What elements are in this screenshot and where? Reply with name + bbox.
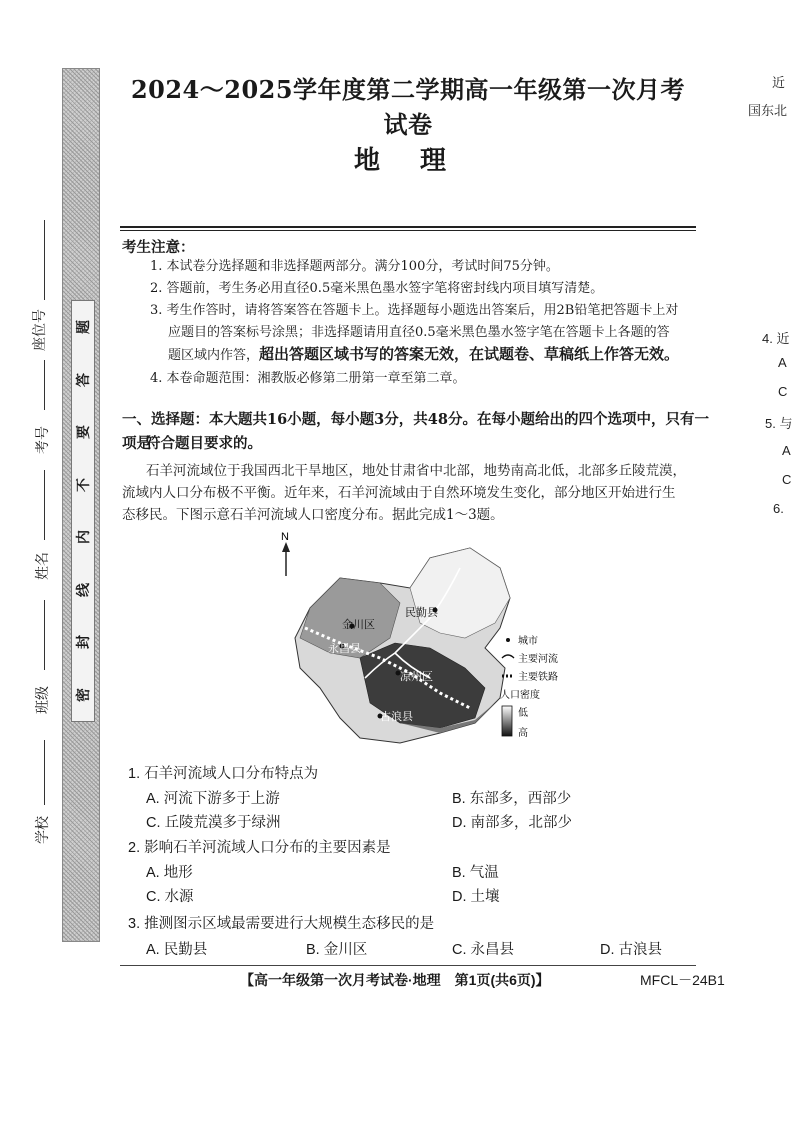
- seal-char: 封: [76, 635, 92, 650]
- section-heading-cont: 符合题目要求的。: [146, 435, 262, 452]
- legend-density: 人口密度: [500, 690, 540, 701]
- place-label: 永昌县: [328, 643, 361, 655]
- next-page-fragment: A: [782, 443, 791, 458]
- seal-char: 答: [76, 372, 92, 387]
- exam-title: 2024～2025学年度第二学期高一年级第一次月考试卷: [130, 75, 686, 139]
- notice-item-3-end: [168, 344, 679, 367]
- seal-char: 线: [76, 582, 92, 597]
- question-3-option-d[interactable]: D. 古浪县: [600, 942, 663, 958]
- question-1-option-b[interactable]: B. 东部多，西部少: [452, 791, 572, 807]
- legend-low: 低: [518, 708, 528, 719]
- next-page-fragment: C: [782, 472, 792, 487]
- next-page-fragment: 4. 近: [762, 331, 790, 346]
- seal-char: 不: [76, 477, 92, 492]
- header-rule: [120, 226, 696, 228]
- seal-char: 内: [76, 530, 92, 545]
- question-2-option-d[interactable]: D. 土壤: [452, 889, 500, 905]
- north-label: N: [281, 531, 289, 543]
- class-label: 班级: [35, 686, 51, 714]
- footer-rule: [120, 965, 696, 966]
- map-legend: [500, 634, 558, 739]
- question-3-option-c[interactable]: C. 永昌县: [452, 942, 515, 958]
- question-3-option-b[interactable]: B. 金川区: [306, 942, 368, 958]
- section-heading: 一、选择题：本大题共16小题，每小题3分，共48分。在每小题给出的四个选项中，只有一项是: [122, 411, 709, 452]
- question-2-option-b[interactable]: B. 气温: [452, 865, 499, 881]
- place-label: 金川区: [342, 619, 375, 631]
- school-label: 学校: [35, 816, 51, 844]
- next-page-fragment: A: [778, 355, 787, 370]
- intro-line-1: 石羊河流域位于我国西北干旱地区，地处甘肃省中北部，地势南高北低，北部多丘陵荒漠，: [146, 463, 686, 479]
- notice-item-1: 1. 本试卷分选择题和非选择题两部分。满分100分，考试时间75分钟。: [150, 259, 559, 274]
- place-label: 凉州区: [400, 671, 433, 683]
- intro-line-3: 态移民。下图示意石羊河流域人口密度分布。据此完成1～3题。: [122, 507, 504, 523]
- class-line[interactable]: [44, 600, 45, 670]
- notice-heading: 考生注意：: [122, 239, 195, 256]
- exam-number-line[interactable]: [44, 360, 45, 410]
- notice-emphasis: 超出答题区域书写的答案无效，在试题卷、草稿纸上作答无效。: [259, 346, 680, 363]
- place-label: 民勤县: [405, 607, 438, 619]
- notice-item-3-cont: 应题目的答案标号涂黑；非选择题请用直径0.5毫米黑色墨水签字笔在答题卡上各题的答: [168, 325, 670, 340]
- notice-item-4: 4. 本卷命题范围：湘教版必修第二册第一章至第二章。: [150, 371, 466, 386]
- subject-title: 地理: [353, 146, 486, 176]
- population-density-map: [270, 528, 570, 760]
- legend-city: 城市: [518, 636, 538, 647]
- next-page-fragment: 近: [772, 75, 786, 90]
- intro-line-2: 流域内人口分布极不平衡。近年来，石羊河流域由于自然环境发生变化，部分地区开始进行生: [122, 485, 676, 501]
- next-page-fragment: 国东北: [748, 103, 788, 118]
- legend-density-bar: [502, 706, 512, 736]
- question-2-option-a[interactable]: A. 地形: [146, 865, 193, 881]
- legend-river: 主要河流: [518, 654, 558, 665]
- place-label: 古浪县: [380, 711, 413, 723]
- school-line[interactable]: [44, 740, 45, 805]
- name-line[interactable]: [44, 470, 45, 540]
- exam-number-label: 考号: [35, 426, 51, 454]
- question-3-option-a[interactable]: A. 民勤县: [146, 942, 208, 958]
- north-arrow: [281, 531, 290, 576]
- question-2-option-c[interactable]: C. 水源: [146, 889, 194, 905]
- question-1-option-c[interactable]: C. 丘陵荒漠多于绿洲: [146, 815, 281, 831]
- legend-city-icon: [506, 638, 510, 642]
- paper-code: MFCL－24B1: [640, 972, 725, 988]
- page-footer: 【高一年级第一次月考试卷·地理 第1页(共6页)】: [240, 972, 550, 988]
- question-3-stem: 3. 推测图示区域最需要进行大规模生态移民的是: [128, 916, 435, 932]
- next-page-fragment: 6.: [773, 501, 784, 516]
- question-1-option-a[interactable]: A. 河流下游多于上游: [146, 791, 280, 807]
- seat-number-line[interactable]: [44, 220, 45, 300]
- question-2-stem: 2. 影响石羊河流域人口分布的主要因素是: [128, 840, 391, 856]
- legend-river-icon: [502, 655, 514, 658]
- seal-char: 要: [76, 425, 92, 440]
- next-page-fragment: C: [778, 384, 788, 399]
- header-rule-thin: [120, 230, 696, 231]
- notice-item-3-prefix: 题区域内作答，: [168, 348, 260, 363]
- seal-line-box: [71, 300, 95, 722]
- notice-item-3: 3. 考生作答时，请将答案答在答题卡上。选择题每小题选出答案后，用2B铅笔把答题卡上对: [150, 303, 679, 318]
- notice-item-2: 2. 答题前，考生务必用直径0.5毫米黑色墨水签字笔将密封线内项目填写清楚。: [150, 281, 604, 296]
- seal-char: 题: [76, 320, 92, 335]
- seal-char: 密: [76, 687, 92, 702]
- legend-railway: 主要铁路: [518, 672, 558, 683]
- question-1-stem: 1. 石羊河流域人口分布特点为: [128, 766, 319, 782]
- name-label: 姓名: [35, 552, 51, 580]
- next-page-fragment: 5. 与: [765, 416, 793, 431]
- question-1-option-d[interactable]: D. 南部多，北部少: [452, 815, 573, 831]
- seat-number-label: 座位号: [32, 309, 48, 351]
- legend-high: 高: [518, 728, 528, 739]
